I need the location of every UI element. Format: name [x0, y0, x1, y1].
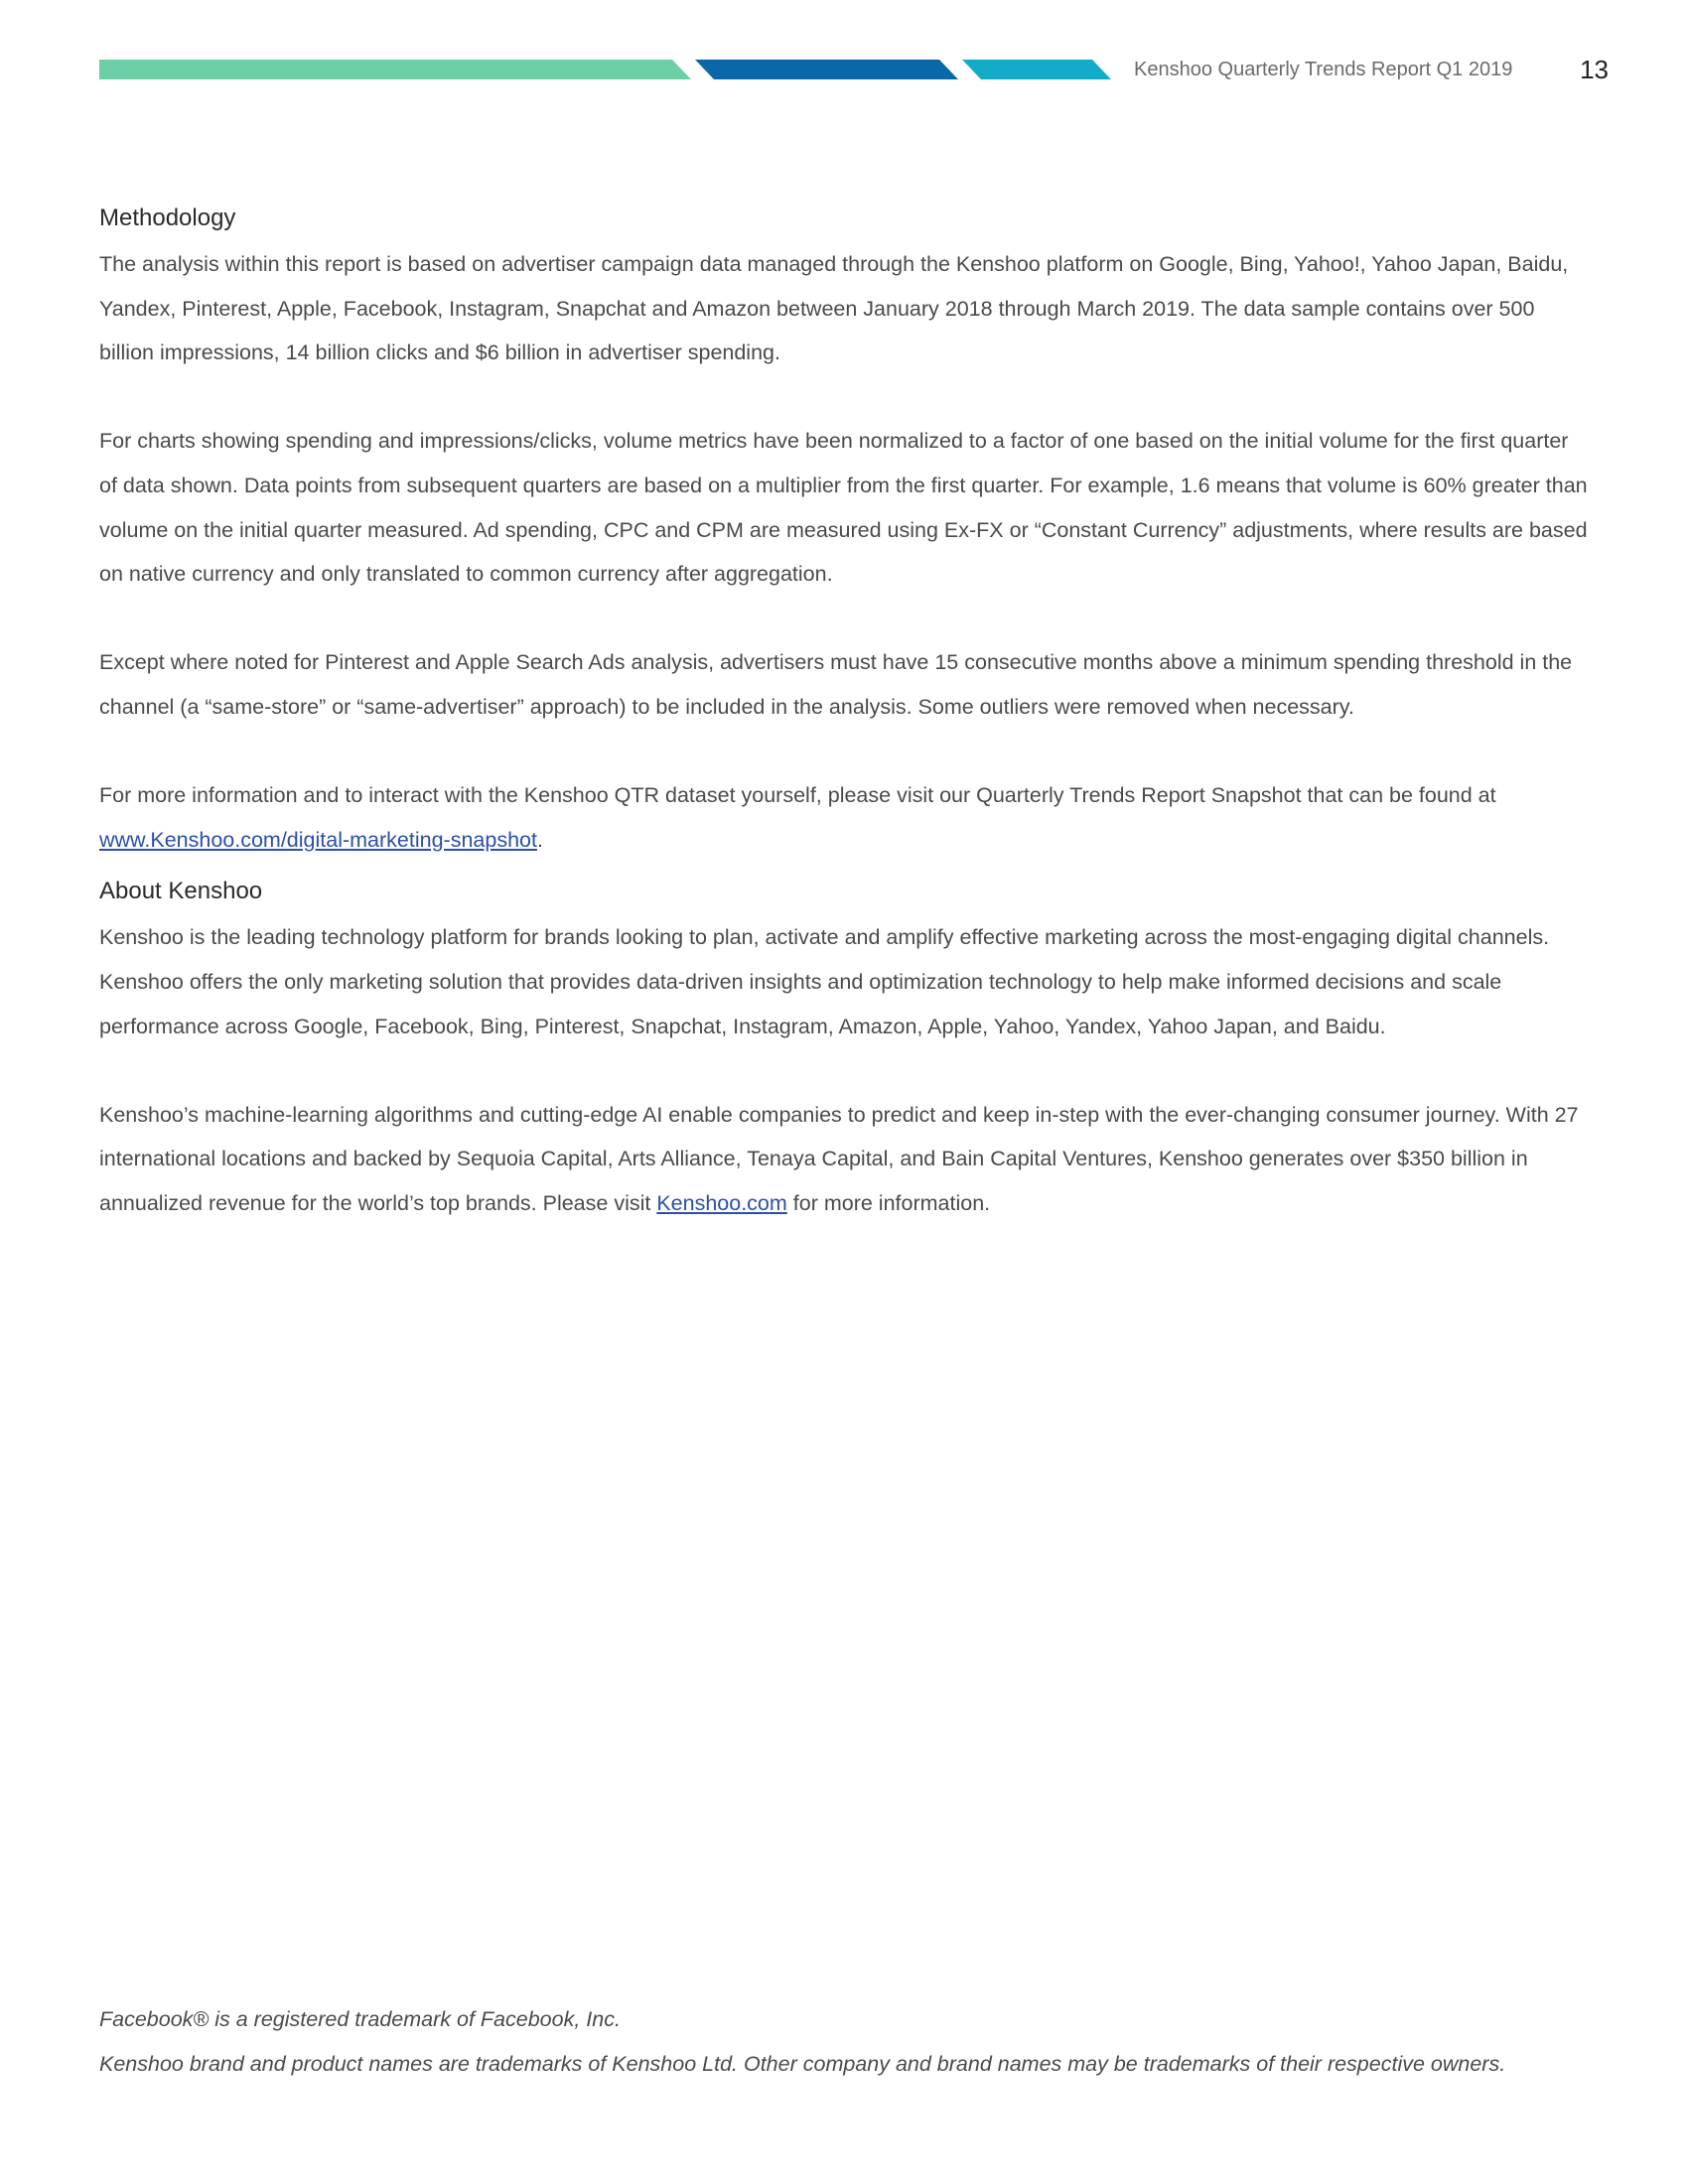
header-bar-blue-segment	[695, 60, 958, 79]
main-content	[99, 201, 1589, 1225]
report-title: Kenshoo Quarterly Trends Report Q1 2019	[1134, 59, 1513, 80]
page-number: 13	[1580, 55, 1609, 84]
header-bar-teal-segment	[962, 60, 1111, 79]
header-color-bar	[99, 58, 1112, 81]
methodology-paragraph-2: For charts showing spending and impressions/clicks, volume metrics have been normalized to a factor of one based on the initial volume for the first quarter of data shown. Data points from subsequent quarters are based on a multiplier from the first quarter. For example, 1.6 means that volume is 60% greater than volume on the initial quarter measured. Ad spending, CPC and CPM are measured using Ex-FX or “Constant Currency” adjustments, where results are based on native currency and only translated to common currency after aggregation.	[99, 429, 1588, 587]
header-bar-green-segment	[99, 60, 691, 79]
methodology-heading: Methodology	[99, 205, 236, 231]
facebook-trademark-note: Facebook® is a registered trademark of Facebook, Inc.	[99, 2007, 621, 2031]
about-paragraph-2-text: Kenshoo’s machine-learning algorithms and cutting-edge AI enable companies to predict and keep in-step with the ever-changing consumer journey. With 27 international locations and backed by Sequoia Capital, Arts Alliance, Tenaya Capital, and Bain Capital Ventures, Kenshoo generates over $350 billion in annualized revenue for the world’s top brands. Please visit	[99, 1102, 1579, 1215]
methodology-paragraph-3: Except where noted for Pinterest and Apple Search Ads analysis, advertisers must have 15 consecutive months above a minimum spending threshold in the channel (a “same-store” or “same-advertiser” approach) to be included in the analysis. Some outliers were removed when necessary.	[99, 650, 1573, 719]
snapshot-link[interactable]: www.Kenshoo.com/digital-marketing-snapshot	[99, 827, 537, 852]
trademark-footer	[99, 1997, 1589, 2087]
methodology-paragraph-1: The analysis within this report is based on advertiser campaign data managed through the Kenshoo platform on Google, Bing, Yahoo!, Yahoo Japan, Baidu, Yandex, Pinterest, Apple, Facebook, Instagram, Snapchat and Amazon between January 2018 through March 2019. The data sample contains over 500 billion impressions, 14 billion clicks and $6 billion in advertiser spending.	[99, 252, 1569, 365]
about-kenshoo-heading: About Kenshoo	[99, 878, 263, 905]
methodology-paragraph-4-end: .	[536, 827, 543, 852]
methodology-paragraph-4	[99, 773, 1589, 862]
header-bar-graphic	[99, 58, 1112, 81]
kenshoo-trademark-note: Kenshoo brand and product names are trademarks of Kenshoo Ltd. Other company and brand names may be trademarks of their respective owners.	[99, 2052, 1506, 2076]
methodology-paragraph-4-text: For more information and to interact with the Kenshoo QTR dataset yourself, please visit our Quarterly Trends Report Snapshot that can be found at	[99, 783, 1496, 808]
about-paragraph-2	[99, 1093, 1589, 1226]
kenshoo-website-link[interactable]: Kenshoo.com	[656, 1190, 787, 1215]
about-paragraph-1: Kenshoo is the leading technology platform for brands looking to plan, activate and amplify effective marketing across the most-engaging digital channels. Kenshoo offers the only marketing solution that provides data-driven insights and optimization technology to help make informed decisions and scale performance across Google, Facebook, Bing, Pinterest, Snapchat, Instagram, Amazon, Apple, Yahoo, Yandex, Yahoo Japan, and Baidu.	[99, 925, 1550, 1038]
about-paragraph-2-end: for more information.	[786, 1190, 991, 1215]
